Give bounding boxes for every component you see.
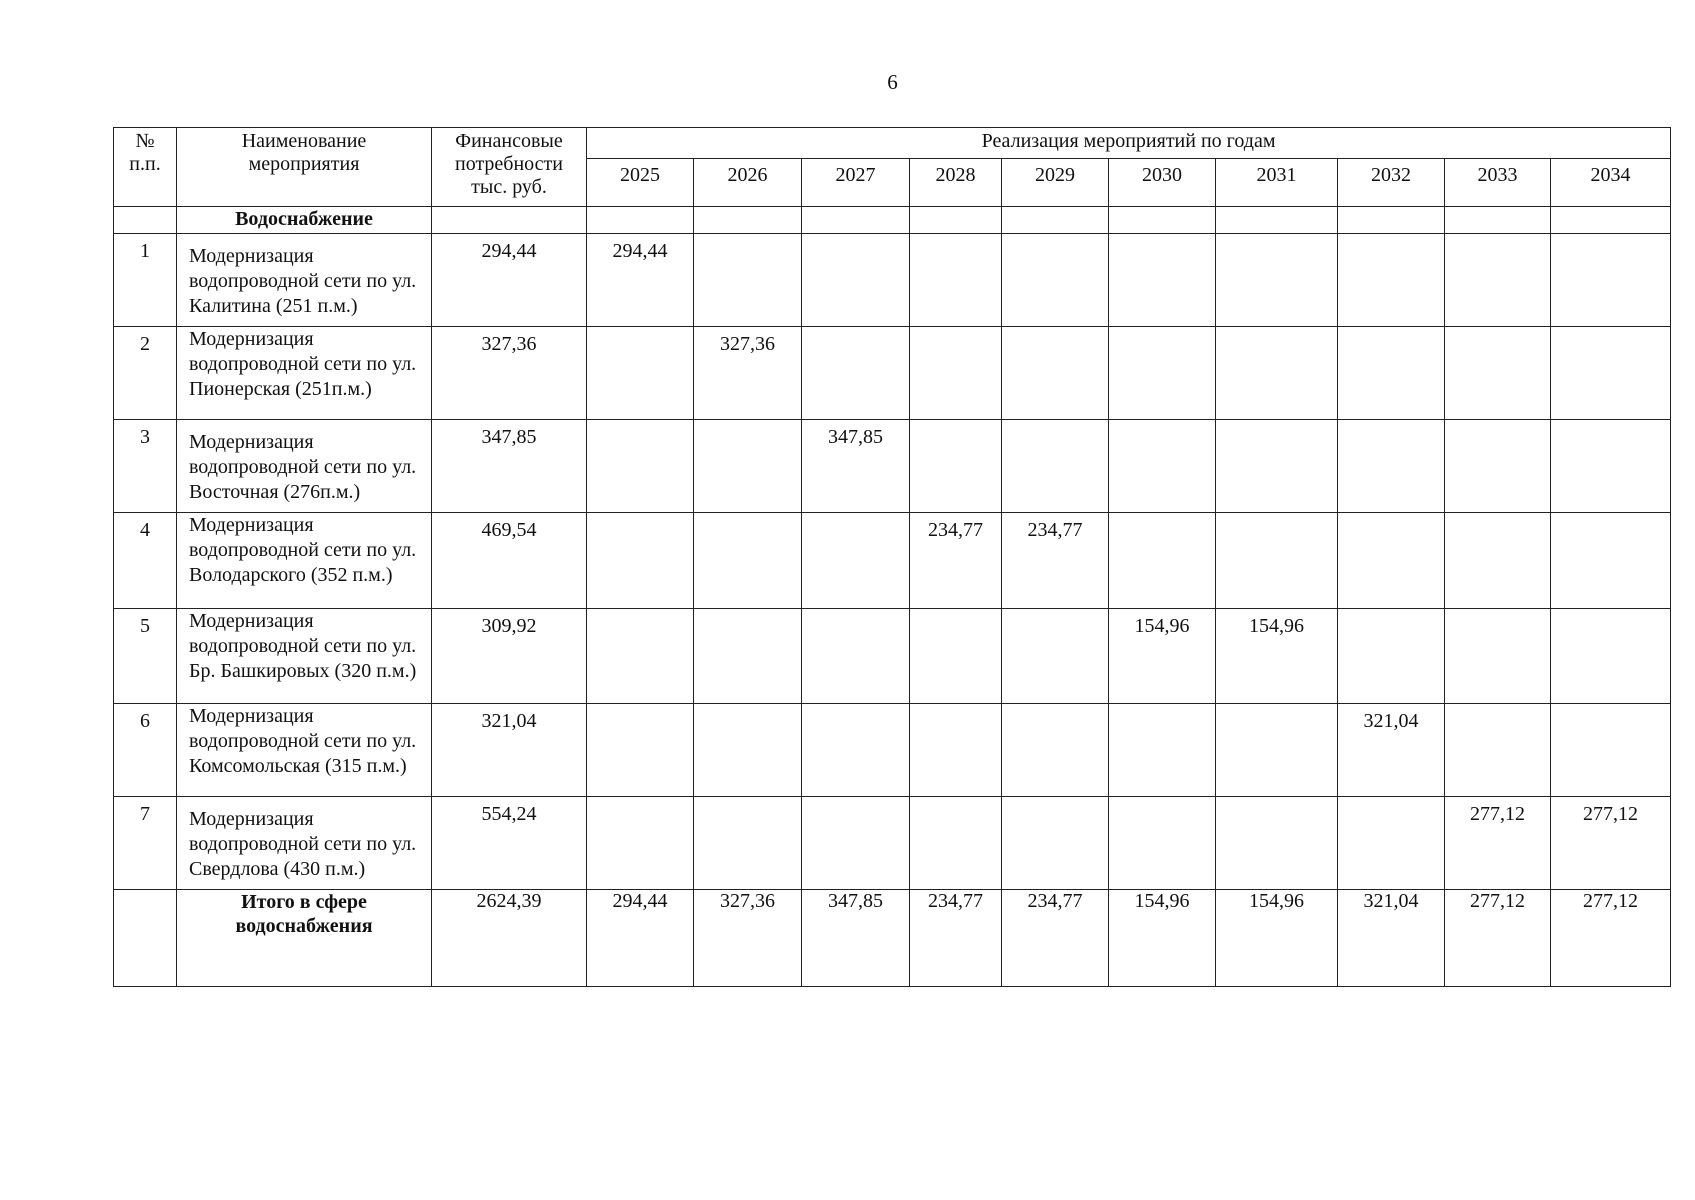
empty-cell (694, 207, 802, 234)
year-value (802, 234, 910, 327)
year-value (910, 420, 1002, 513)
measure-name: Модернизация водопроводной сети по ул. Свердлова (430 п.м.) (177, 797, 432, 890)
year-value (1002, 234, 1109, 327)
measure-name: Модернизация водопроводной сети по ул. Восточная (276п.м.) (177, 420, 432, 513)
year-value (587, 327, 694, 420)
header-name: Наименование мероприятия (177, 128, 432, 207)
year-value (1002, 420, 1109, 513)
year-value (910, 609, 1002, 704)
header-year: 2032 (1338, 159, 1445, 207)
year-value (1551, 704, 1671, 797)
table-row (114, 420, 1671, 513)
year-value: 347,85 (802, 420, 910, 513)
year-value (1216, 327, 1338, 420)
year-value (1445, 327, 1551, 420)
year-value (1551, 420, 1671, 513)
finance-need: 469,54 (432, 513, 587, 609)
year-value (1445, 234, 1551, 327)
year-value (694, 704, 802, 797)
finance-need: 294,44 (432, 234, 587, 327)
year-value (802, 327, 910, 420)
year-value (1338, 609, 1445, 704)
year-value (1551, 234, 1671, 327)
year-value (694, 797, 802, 890)
empty-cell (587, 207, 694, 234)
header-realization: Реализация мероприятий по годам (587, 128, 1671, 159)
year-value (802, 609, 910, 704)
total-label: Итого в сфере водоснабжения (177, 890, 432, 987)
year-value (1445, 513, 1551, 609)
empty-cell (432, 207, 587, 234)
total-row (114, 890, 1671, 987)
total-finance: 2624,39 (432, 890, 587, 987)
year-value (1109, 234, 1216, 327)
total-year-value: 277,12 (1551, 890, 1671, 987)
year-value: 277,12 (1445, 797, 1551, 890)
year-value (587, 420, 694, 513)
year-value: 234,77 (1002, 513, 1109, 609)
year-value (1338, 420, 1445, 513)
year-value: 234,77 (910, 513, 1002, 609)
year-value (587, 609, 694, 704)
year-value (1002, 327, 1109, 420)
measure-name: Модернизация водопроводной сети по ул. Бр. Башкировых (320 п.м.) (177, 609, 432, 704)
year-value (1216, 797, 1338, 890)
finance-need: 309,92 (432, 609, 587, 704)
year-value (1551, 609, 1671, 704)
year-value (587, 797, 694, 890)
header-year: 2027 (802, 159, 910, 207)
table-row (114, 797, 1671, 890)
year-value: 321,04 (1338, 704, 1445, 797)
finance-need: 327,36 (432, 327, 587, 420)
year-value (802, 797, 910, 890)
empty-cell (1338, 207, 1445, 234)
year-value (1216, 420, 1338, 513)
page-number: 6 (887, 70, 898, 94)
year-value (1109, 797, 1216, 890)
year-value: 154,96 (1109, 609, 1216, 704)
year-value (1338, 513, 1445, 609)
year-value (1109, 704, 1216, 797)
year-value (1216, 234, 1338, 327)
year-value (1002, 704, 1109, 797)
year-value (910, 797, 1002, 890)
year-value (694, 609, 802, 704)
table-row (114, 234, 1671, 327)
year-value (1445, 704, 1551, 797)
total-year-value: 294,44 (587, 890, 694, 987)
year-value (694, 234, 802, 327)
finance-need: 347,85 (432, 420, 587, 513)
year-value (1109, 327, 1216, 420)
year-value (910, 704, 1002, 797)
year-value (1109, 513, 1216, 609)
empty-cell (114, 890, 177, 987)
year-value (1551, 513, 1671, 609)
row-number: 5 (114, 609, 177, 704)
year-value: 154,96 (1216, 609, 1338, 704)
year-value (1338, 327, 1445, 420)
measure-name: Модернизация водопроводной сети по ул. Володарского (352 п.м.) (177, 513, 432, 609)
row-number: 1 (114, 234, 177, 327)
table-row (114, 327, 1671, 420)
section-row (114, 207, 1671, 234)
total-year-value: 347,85 (802, 890, 910, 987)
empty-cell (114, 207, 177, 234)
empty-cell (1002, 207, 1109, 234)
header-year: 2034 (1551, 159, 1671, 207)
measure-name: Модернизация водопроводной сети по ул. Комсомольская (315 п.м.) (177, 704, 432, 797)
year-value (587, 704, 694, 797)
year-value (910, 234, 1002, 327)
year-value (802, 704, 910, 797)
total-year-value: 327,36 (694, 890, 802, 987)
header-year: 2030 (1109, 159, 1216, 207)
year-value (1109, 420, 1216, 513)
header-year: 2031 (1216, 159, 1338, 207)
total-year-value: 321,04 (1338, 890, 1445, 987)
year-value: 294,44 (587, 234, 694, 327)
finance-need: 554,24 (432, 797, 587, 890)
empty-cell (1216, 207, 1338, 234)
row-number: 2 (114, 327, 177, 420)
total-year-value: 154,96 (1109, 890, 1216, 987)
header-year: 2033 (1445, 159, 1551, 207)
year-value (1445, 609, 1551, 704)
table-row (114, 704, 1671, 797)
year-value: 277,12 (1551, 797, 1671, 890)
row-number: 3 (114, 420, 177, 513)
empty-cell (1109, 207, 1216, 234)
header-year: 2028 (910, 159, 1002, 207)
year-value (1338, 797, 1445, 890)
total-year-value: 277,12 (1445, 890, 1551, 987)
year-value (802, 513, 910, 609)
year-value (587, 513, 694, 609)
empty-cell (910, 207, 1002, 234)
total-year-value: 234,77 (1002, 890, 1109, 987)
row-number: 7 (114, 797, 177, 890)
year-value (694, 513, 802, 609)
water-supply-measures-table (113, 127, 1671, 987)
row-number: 4 (114, 513, 177, 609)
finance-need: 321,04 (432, 704, 587, 797)
header-year: 2026 (694, 159, 802, 207)
year-value (1445, 420, 1551, 513)
empty-cell (1445, 207, 1551, 234)
year-value (910, 327, 1002, 420)
year-value (1551, 327, 1671, 420)
total-year-value: 234,77 (910, 890, 1002, 987)
year-value: 327,36 (694, 327, 802, 420)
header-finance: Финансовые потребности тыс. руб. (432, 128, 587, 207)
year-value (1338, 234, 1445, 327)
year-value (694, 420, 802, 513)
row-number: 6 (114, 704, 177, 797)
total-year-value: 154,96 (1216, 890, 1338, 987)
measure-name: Модернизация водопроводной сети по ул. Пионерская (251п.м.) (177, 327, 432, 420)
year-value (1002, 609, 1109, 704)
table-row (114, 609, 1671, 704)
empty-cell (1551, 207, 1671, 234)
measure-name: Модернизация водопроводной сети по ул. Калитина (251 п.м.) (177, 234, 432, 327)
section-title: Водоснабжение (177, 207, 432, 234)
table-row (114, 513, 1671, 609)
year-value (1002, 797, 1109, 890)
header-year: 2025 (587, 159, 694, 207)
year-value (1216, 513, 1338, 609)
year-value (1216, 704, 1338, 797)
header-year: 2029 (1002, 159, 1109, 207)
empty-cell (802, 207, 910, 234)
header-num: № п.п. (114, 128, 177, 207)
